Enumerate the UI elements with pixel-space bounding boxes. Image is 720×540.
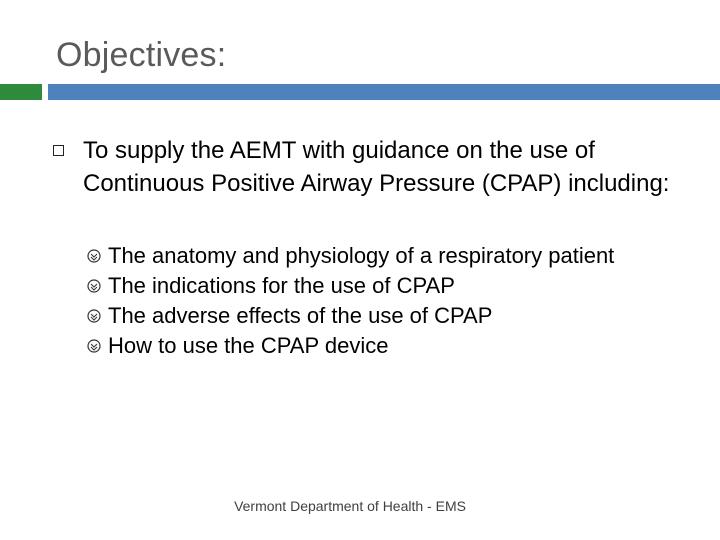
sub-bullet-list [87,241,647,361]
slide-title: Objectives: [56,36,227,74]
title-accent-bar-blue [48,84,720,100]
hollow-square-icon [53,145,64,156]
slide-footer: Vermont Department of Health - EMS [234,498,466,514]
title-accent-bar-green [0,84,42,100]
circled-chevron-icon [87,309,101,323]
main-bullet-text: To supply the AEMT with guidance on the use of Continuous Positive Airway Pressure (CPAP) including: [83,137,670,197]
list-item [87,301,647,331]
list-item [87,271,647,301]
sub-bullet-text: The adverse effects of the use of CPAP [108,303,493,328]
sub-bullet-text: How to use the CPAP device [108,333,389,358]
circled-chevron-icon [87,249,101,263]
circled-chevron-icon [87,339,101,353]
sub-bullet-text: The indications for the use of CPAP [108,273,455,298]
circled-chevron-icon [87,279,101,293]
list-item [87,241,647,271]
list-item [87,331,647,361]
sub-bullet-text: The anatomy and physiology of a respiratory patient [108,243,615,268]
